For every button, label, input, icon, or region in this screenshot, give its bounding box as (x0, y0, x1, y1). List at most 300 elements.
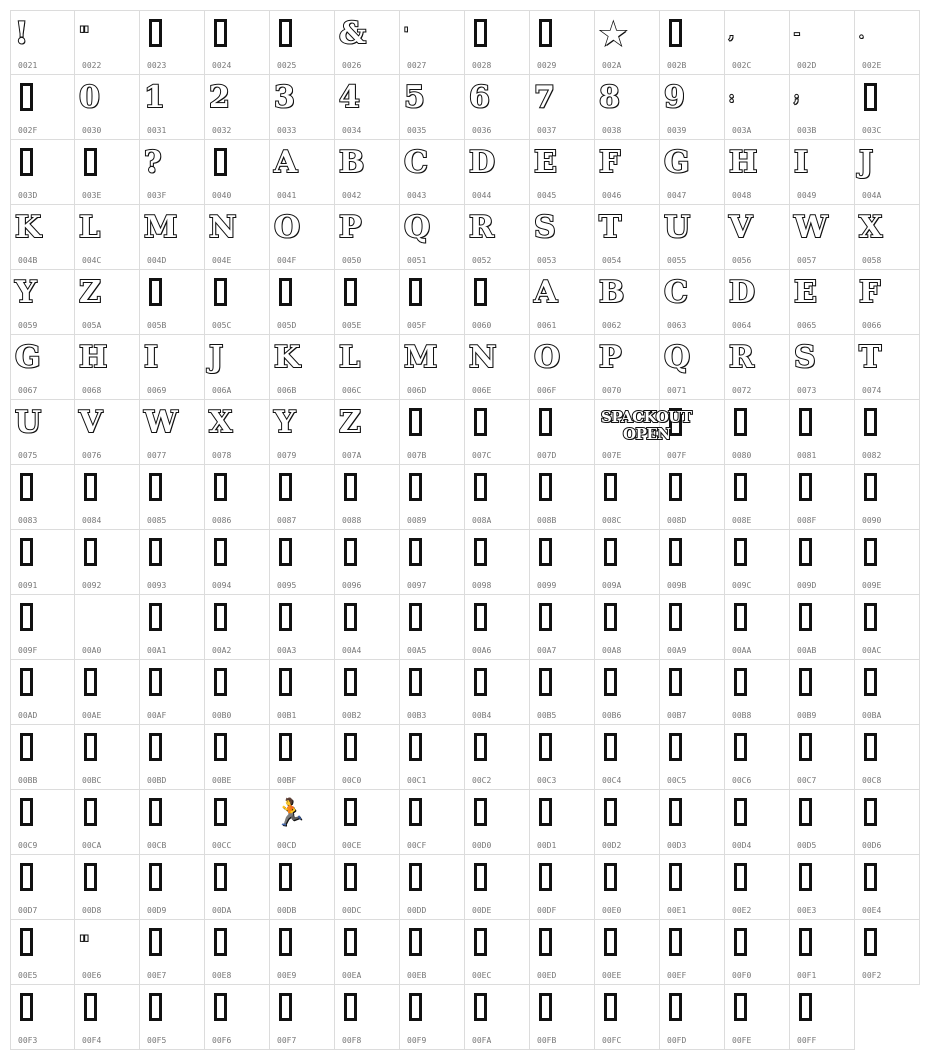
glyph-code: 0040 (212, 191, 232, 200)
glyph-char: Y (274, 405, 296, 440)
notdef-glyph (799, 603, 812, 631)
glyph-cell (530, 855, 595, 920)
glyph-cell (400, 400, 465, 465)
notdef-glyph (474, 538, 487, 566)
glyph-char: K (274, 340, 301, 375)
notdef-glyph (409, 863, 422, 891)
glyph-code: 00BA (862, 711, 882, 720)
glyph-code: 005F (407, 321, 427, 330)
glyph-code: 006D (407, 386, 427, 395)
glyph-cell (725, 140, 790, 205)
glyph-cell (10, 75, 75, 140)
glyph-code: 0075 (18, 451, 38, 460)
notdef-glyph (84, 473, 97, 501)
notdef-glyph (84, 863, 97, 891)
notdef-glyph (734, 798, 747, 826)
glyph-cell (400, 725, 465, 790)
glyph-code: 006C (342, 386, 362, 395)
notdef-glyph (604, 863, 617, 891)
glyph-cell (140, 920, 205, 985)
glyph-cell (855, 465, 920, 530)
glyph-code: 007B (407, 451, 427, 460)
glyph-code: 0042 (342, 191, 362, 200)
glyph-cell (205, 10, 270, 75)
glyph-code: 00EC (472, 971, 492, 980)
notdef-glyph (799, 863, 812, 891)
glyph-cell (140, 400, 205, 465)
glyph-cell (530, 530, 595, 595)
glyph-cell (855, 140, 920, 205)
notdef-glyph (149, 278, 162, 306)
glyph-cell (660, 270, 725, 335)
glyph-cell (595, 205, 660, 270)
glyph-cell (595, 10, 660, 75)
glyph-code: 002C (732, 61, 752, 70)
glyph-cell (465, 920, 530, 985)
notdef-glyph (20, 83, 33, 111)
glyph-code: 0036 (472, 126, 492, 135)
glyph-code: 00C9 (18, 841, 38, 850)
glyph-cell (725, 530, 790, 595)
notdef-glyph (20, 473, 33, 501)
glyph-cell (205, 595, 270, 660)
glyph-code: 002B (667, 61, 687, 70)
glyph-cell (660, 10, 725, 75)
glyph-code: 00F4 (82, 1036, 102, 1045)
notdef-glyph (20, 603, 33, 631)
glyph-cell (595, 985, 660, 1050)
glyph-code: 00C1 (407, 776, 427, 785)
glyph-code: 006B (277, 386, 297, 395)
glyph-cell (10, 725, 75, 790)
glyph-cell (335, 855, 400, 920)
glyph-char: L (339, 340, 361, 375)
glyph-cell (465, 530, 530, 595)
glyph-cell (270, 140, 335, 205)
glyph-code: 00C3 (537, 776, 557, 785)
glyph-cell (530, 205, 595, 270)
glyph-cell (530, 140, 595, 205)
glyph-cell (205, 400, 270, 465)
notdef-glyph (604, 993, 617, 1021)
glyph-code: 0066 (862, 321, 882, 330)
glyph-cell (75, 790, 140, 855)
glyph-code: 00CB (147, 841, 167, 850)
glyph-char: P (339, 210, 362, 245)
glyph-code: 00A4 (342, 646, 362, 655)
glyph-char: G (15, 340, 41, 375)
glyph-char: U (664, 210, 691, 245)
notdef-glyph (279, 993, 292, 1021)
glyph-code: 005D (277, 321, 297, 330)
notdef-glyph (409, 408, 422, 436)
glyph-cell (530, 270, 595, 335)
glyph-code: 002F (18, 126, 38, 135)
glyph-code: 0086 (212, 516, 232, 525)
glyph-cell (790, 205, 855, 270)
glyph-code: 00E6 (82, 971, 102, 980)
glyph-char: W (794, 210, 828, 245)
glyph-cell (725, 985, 790, 1050)
glyph-code: 00AE (82, 711, 102, 720)
glyph-cell (530, 465, 595, 530)
glyph-code: 0076 (82, 451, 102, 460)
notdef-glyph (344, 668, 357, 696)
glyph-cell (790, 790, 855, 855)
glyph-cell (660, 985, 725, 1050)
glyph-cell (270, 985, 335, 1050)
glyph-cell (465, 985, 530, 1050)
notdef-glyph (539, 408, 552, 436)
glyph-code: 0092 (82, 581, 102, 590)
glyph-cell (400, 855, 465, 920)
glyph-code: 003F (147, 191, 167, 200)
glyph-char: 7 (534, 80, 555, 115)
glyph-cell (725, 920, 790, 985)
glyph-cell (530, 790, 595, 855)
glyph-cell (660, 465, 725, 530)
glyph-cell (205, 465, 270, 530)
notdef-glyph (864, 83, 877, 111)
glyph-code: 00AC (862, 646, 882, 655)
glyph-cell (465, 465, 530, 530)
glyph-cell (10, 920, 75, 985)
notdef-glyph (799, 538, 812, 566)
glyph-code: 00A5 (407, 646, 427, 655)
glyph-cell (10, 660, 75, 725)
glyph-char: N (469, 340, 497, 375)
glyph-cell (205, 530, 270, 595)
notdef-glyph (474, 863, 487, 891)
glyph-code: 008F (797, 516, 817, 525)
glyph-code: 002A (602, 61, 622, 70)
notdef-glyph (734, 603, 747, 631)
glyph-code: 0049 (797, 191, 817, 200)
glyph-code: 0065 (797, 321, 817, 330)
glyph-cell (205, 205, 270, 270)
glyph-cell (270, 400, 335, 465)
glyph-cell (855, 335, 920, 400)
notdef-glyph (214, 863, 227, 891)
glyph-cell (140, 205, 205, 270)
glyph-code: 009C (732, 581, 752, 590)
glyph-char: F (599, 145, 621, 180)
notdef-glyph (344, 798, 357, 826)
glyph-code: 0038 (602, 126, 622, 135)
notdef-glyph (669, 863, 682, 891)
glyph-cell (465, 335, 530, 400)
notdef-glyph (734, 928, 747, 956)
glyph-code: 00F9 (407, 1036, 427, 1045)
glyph-cell (270, 595, 335, 660)
glyph-cell (335, 595, 400, 660)
glyph-code: 0083 (18, 516, 38, 525)
glyph-cell (75, 920, 140, 985)
notdef-glyph (344, 473, 357, 501)
notdef-glyph (20, 993, 33, 1021)
glyph-code: 0030 (82, 126, 102, 135)
glyph-code: 0079 (277, 451, 297, 460)
notdef-glyph (604, 538, 617, 566)
glyph-code: 009D (797, 581, 817, 590)
glyph-code: 00B7 (667, 711, 687, 720)
glyph-code: 00AF (147, 711, 167, 720)
glyph-cell (595, 725, 660, 790)
glyph-cell (465, 725, 530, 790)
glyph-cell (790, 335, 855, 400)
glyph-cell (75, 140, 140, 205)
glyph-char: C (664, 275, 688, 310)
glyph-cell (75, 985, 140, 1050)
glyph-code: 0031 (147, 126, 167, 135)
glyph-cell (530, 725, 595, 790)
glyph-cell (400, 75, 465, 140)
glyph-code: 004A (862, 191, 882, 200)
glyph-code: 0039 (667, 126, 687, 135)
glyph-code: 0073 (797, 386, 817, 395)
glyph-cell (10, 855, 75, 920)
glyph-code: 00E9 (277, 971, 297, 980)
glyph-char: U (15, 405, 42, 440)
notdef-glyph (669, 19, 682, 47)
notdef-glyph (279, 928, 292, 956)
glyph-cell (400, 595, 465, 660)
glyph-code: 00D8 (82, 906, 102, 915)
glyph-cell (335, 530, 400, 595)
glyph-char: Q (404, 210, 431, 245)
glyph-code: 0099 (537, 581, 557, 590)
notdef-glyph (539, 928, 552, 956)
glyph-code: 004C (82, 256, 102, 265)
glyph-cell (790, 595, 855, 660)
glyph-code: 00BE (212, 776, 232, 785)
glyph-code: 00AA (732, 646, 752, 655)
glyph-char: J (859, 145, 874, 180)
notdef-glyph (539, 668, 552, 696)
notdef-glyph (149, 603, 162, 631)
glyph-cell (660, 140, 725, 205)
glyph-cell (75, 725, 140, 790)
notdef-glyph (20, 928, 33, 956)
glyph-code: 00E3 (797, 906, 817, 915)
glyph-cell (595, 75, 660, 140)
glyph-cell (400, 10, 465, 75)
notdef-glyph (669, 603, 682, 631)
glyph-char: Z (339, 405, 361, 440)
notdef-glyph (409, 603, 422, 631)
glyph-char: D (469, 145, 496, 180)
glyph-cell (855, 790, 920, 855)
glyph-code: 0025 (277, 61, 297, 70)
glyph-code: 009A (602, 581, 622, 590)
glyph-cell (790, 465, 855, 530)
glyph-code: 00C0 (342, 776, 362, 785)
glyph-code: 0094 (212, 581, 232, 590)
notdef-glyph (734, 408, 747, 436)
glyph-code: 00CF (407, 841, 427, 850)
glyph-code: 00B8 (732, 711, 752, 720)
glyph-code: 0035 (407, 126, 427, 135)
glyph-code: 00B3 (407, 711, 427, 720)
glyph-code: 00E7 (147, 971, 167, 980)
glyph-cell (10, 465, 75, 530)
glyph-char: R (729, 340, 754, 375)
notdef-glyph (474, 928, 487, 956)
notdef-glyph (539, 993, 552, 1021)
glyph-code: 0032 (212, 126, 232, 135)
glyph-cell (660, 75, 725, 140)
glyph-cell (140, 855, 205, 920)
glyph-code: 0041 (277, 191, 297, 200)
notdef-glyph (734, 668, 747, 696)
glyph-char: S (794, 340, 816, 375)
glyph-cell (140, 335, 205, 400)
glyph-code: 007E (602, 451, 622, 460)
glyph-code: 00FF (797, 1036, 817, 1045)
notdef-glyph (734, 538, 747, 566)
glyph-cell (660, 790, 725, 855)
glyph-code: 004B (18, 256, 38, 265)
notdef-glyph (84, 538, 97, 566)
glyph-cell (205, 140, 270, 205)
glyph-cell (725, 660, 790, 725)
glyph-char: E (794, 275, 817, 310)
notdef-glyph (474, 19, 487, 47)
notdef-glyph (149, 538, 162, 566)
notdef-glyph (799, 733, 812, 761)
glyph-cell (725, 400, 790, 465)
glyph-char: 5 (404, 80, 425, 115)
glyph-grid (10, 10, 920, 1050)
glyph-code: 0050 (342, 256, 362, 265)
glyph-cell (855, 400, 920, 465)
glyph-char: ; (794, 90, 800, 106)
glyph-cell (270, 855, 335, 920)
glyph-code: 00A8 (602, 646, 622, 655)
glyph-cell (400, 140, 465, 205)
notdef-glyph (149, 928, 162, 956)
glyph-code: 00DE (472, 906, 492, 915)
glyph-code: 00FE (732, 1036, 752, 1045)
notdef-glyph (214, 928, 227, 956)
glyph-cell (75, 335, 140, 400)
notdef-glyph (279, 733, 292, 761)
glyph-cell (530, 10, 595, 75)
glyph-code: 0028 (472, 61, 492, 70)
glyph-cell (335, 920, 400, 985)
glyph-cell (10, 270, 75, 335)
glyph-char: T (859, 340, 882, 375)
glyph-char: ? (144, 145, 162, 180)
glyph-code: 0044 (472, 191, 492, 200)
notdef-glyph (539, 473, 552, 501)
glyph-cell (465, 400, 530, 465)
glyph-cell (335, 660, 400, 725)
notdef-glyph (149, 993, 162, 1021)
glyph-char: L (79, 210, 101, 245)
glyph-code: 00A7 (537, 646, 557, 655)
glyph-cell (660, 660, 725, 725)
glyph-code: 00D3 (667, 841, 687, 850)
glyph-code: 007D (537, 451, 557, 460)
glyph-code: 0091 (18, 581, 38, 590)
glyph-cell (270, 75, 335, 140)
glyph-char: & (339, 16, 367, 51)
glyph-code: 0068 (82, 386, 102, 395)
glyph-code: 00A1 (147, 646, 167, 655)
glyph-cell (205, 855, 270, 920)
glyph-cell (855, 725, 920, 790)
glyph-cell (465, 270, 530, 335)
glyph-cell (595, 335, 660, 400)
glyph-char: Q (664, 340, 691, 375)
notdef-glyph (214, 733, 227, 761)
notdef-glyph (149, 863, 162, 891)
glyph-char: W (144, 405, 178, 440)
glyph-char: : (729, 90, 735, 106)
glyph-code: 004E (212, 256, 232, 265)
glyph-cell (790, 855, 855, 920)
glyph-cell (335, 335, 400, 400)
glyph-cell (725, 10, 790, 75)
glyph-code: 00E4 (862, 906, 882, 915)
notdef-glyph (409, 993, 422, 1021)
glyph-code: 00C2 (472, 776, 492, 785)
glyph-code: 00D6 (862, 841, 882, 850)
glyph-code: 0027 (407, 61, 427, 70)
notdef-glyph (149, 798, 162, 826)
glyph-code: 0054 (602, 256, 622, 265)
glyph-code: 00B1 (277, 711, 297, 720)
glyph-cell (530, 75, 595, 140)
notdef-glyph (84, 798, 97, 826)
glyph-cell (595, 530, 660, 595)
glyph-cell (335, 985, 400, 1050)
glyph-code: 0047 (667, 191, 687, 200)
glyph-cell (400, 205, 465, 270)
glyph-cell (725, 75, 790, 140)
glyph-code: 008D (667, 516, 687, 525)
notdef-glyph (214, 538, 227, 566)
glyph-cell (335, 270, 400, 335)
glyph-char: 6 (469, 80, 490, 115)
glyph-cell (660, 595, 725, 660)
glyph-code: 00DF (537, 906, 557, 915)
glyph-char: 2 (209, 80, 230, 115)
glyph-cell (465, 10, 530, 75)
glyph-code: 00F5 (147, 1036, 167, 1045)
glyph-char: J (209, 340, 224, 375)
glyph-code: 005A (82, 321, 102, 330)
glyph-code: 0048 (732, 191, 752, 200)
glyph-cell (790, 400, 855, 465)
notdef-glyph (734, 733, 747, 761)
glyph-cell (270, 205, 335, 270)
glyph-cell (790, 530, 855, 595)
glyph-code: 003E (82, 191, 102, 200)
notdef-glyph (214, 993, 227, 1021)
glyph-cell (660, 205, 725, 270)
glyph-cell (725, 465, 790, 530)
notdef-glyph (864, 408, 877, 436)
glyph-cell (270, 465, 335, 530)
glyph-code: 00F6 (212, 1036, 232, 1045)
glyph-cell (465, 660, 530, 725)
glyph-char: I (794, 145, 809, 180)
glyph-cell (10, 205, 75, 270)
glyph-char: H (79, 340, 108, 375)
notdef-glyph (539, 733, 552, 761)
